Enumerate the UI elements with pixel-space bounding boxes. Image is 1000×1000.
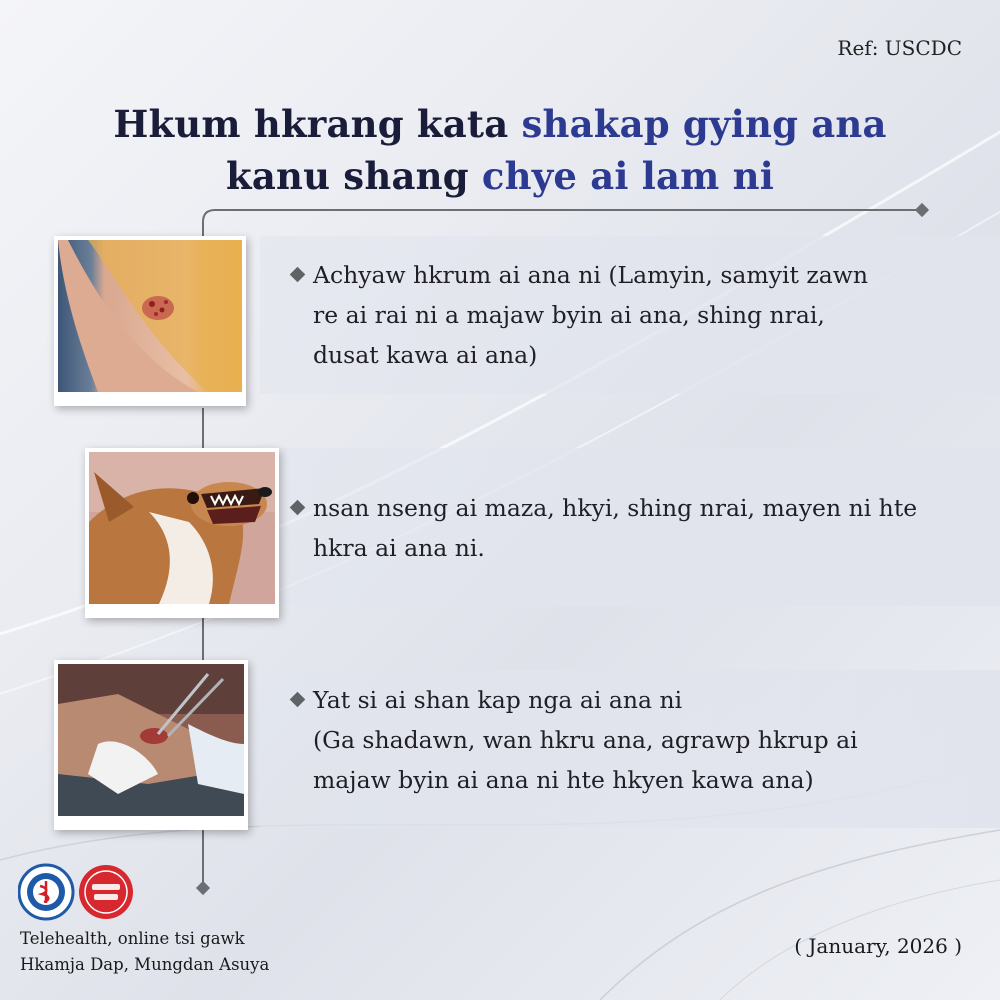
diamond-bullet-icon (290, 267, 306, 283)
ministry-of-health-logo (19, 865, 73, 919)
diamond-bullet-icon (290, 500, 306, 516)
list-item-2 (292, 488, 917, 568)
footer-line-2: Hkamja Dap, Mungdan Asuya (20, 955, 270, 974)
title-line2-blue: chye ai lam ni (481, 154, 774, 198)
item-3-line-2: (Ga shadawn, wan hkru ana, agrawp hkrup ai (313, 726, 858, 754)
angry-dog-photo (85, 448, 279, 618)
date-label: ( January, 2026 ) (794, 934, 962, 958)
list-item-1 (292, 255, 868, 375)
footer-line-1: Telehealth, online tsi gawk (20, 929, 245, 948)
diamond-bullet-icon (290, 692, 306, 708)
item-3-line-3: majaw byin ai ana ni hte hkyen kawa ana) (313, 766, 814, 794)
item-1-line-1: Achyaw hkrum ai ana ni (Lamyin, samyit zawn (313, 261, 869, 289)
logos (18, 862, 148, 922)
skin-wound-photo (54, 236, 246, 406)
item-1-line-3: dusat kawa ai ana) (313, 341, 538, 369)
item-3-line-1: Yat si ai shan kap nga ai ana ni (313, 686, 683, 714)
list-item-3 (292, 680, 858, 800)
wound-care-photo (54, 660, 248, 830)
title-line1-dark: Hkum hkrang kata (113, 102, 509, 146)
title-line2-dark: kanu shang (226, 154, 469, 198)
item-2-line-2: hkra ai ana ni. (313, 534, 485, 562)
reference-label: Ref: USCDC (837, 36, 962, 60)
item-1-line-2: re ai rai ni a majaw byin ai ana, shing nrai, (313, 301, 825, 329)
page-title (0, 98, 1000, 202)
item-2-line-1: nsan nseng ai maza, hkyi, shing nrai, mayen ni hte (313, 494, 918, 522)
telehealth-logo (79, 865, 133, 919)
title-line1-blue: shakap gying ana (521, 102, 887, 146)
footer-organization (20, 926, 269, 978)
